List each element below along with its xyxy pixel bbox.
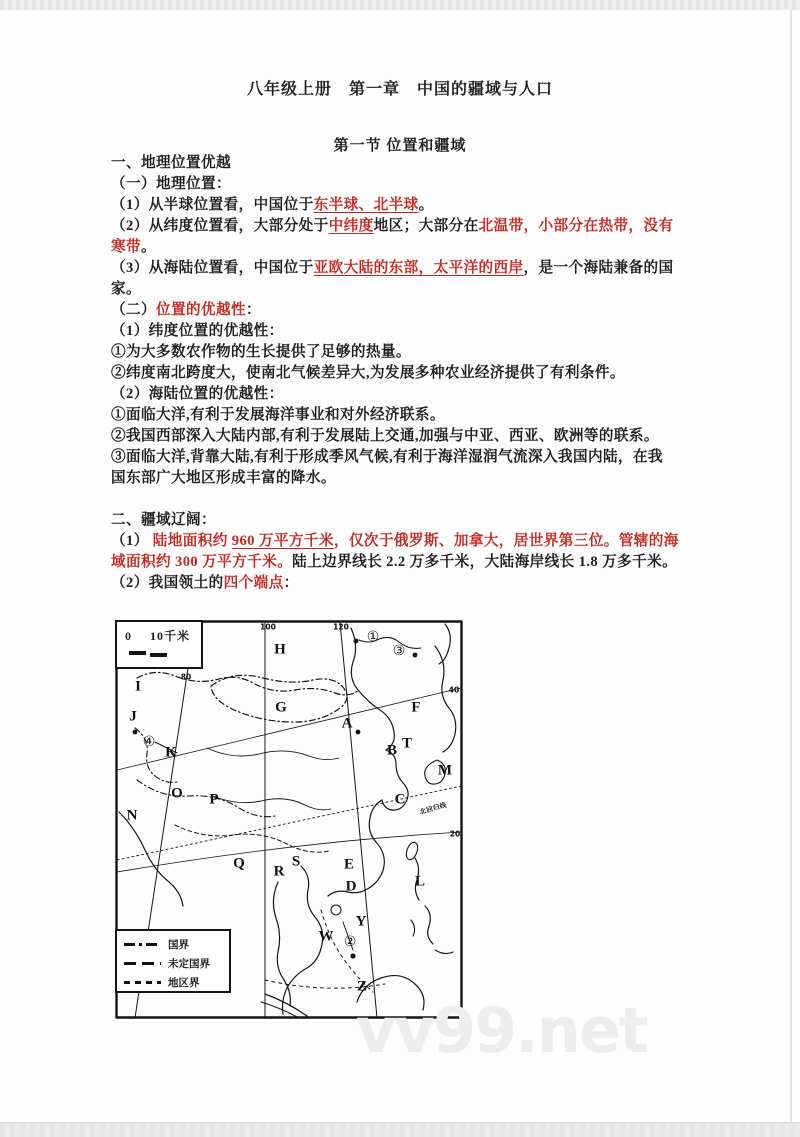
map-marker-Z: Z bbox=[356, 978, 368, 995]
text-line bbox=[111, 531, 696, 552]
document-lines bbox=[111, 153, 696, 594]
legend-label: 未定国界 bbox=[168, 959, 210, 970]
scale-unit: 10千米 bbox=[150, 629, 191, 643]
text-segment: 家。 bbox=[111, 281, 141, 297]
text-line bbox=[111, 489, 696, 510]
text-line bbox=[111, 216, 696, 237]
text-segment: ： bbox=[283, 575, 299, 591]
text-line bbox=[111, 573, 696, 594]
text-line bbox=[111, 552, 696, 573]
map-marker-J: J bbox=[129, 708, 137, 725]
text-segment: ： bbox=[245, 302, 261, 318]
map-legend bbox=[115, 929, 231, 993]
map-marker-④: ④ bbox=[142, 734, 156, 750]
text-segment: 国东部广大地区形成丰富的降水。 bbox=[111, 470, 336, 486]
text-line bbox=[111, 363, 696, 384]
text-segment: 。 bbox=[141, 239, 156, 255]
map-marker-L: L bbox=[414, 873, 426, 890]
text-line bbox=[111, 384, 696, 405]
legend-line-sample bbox=[124, 962, 161, 965]
text-segment: ①面临大洋,有利于发展海洋事业和对外经济联系。 bbox=[111, 407, 445, 423]
text-line bbox=[111, 405, 696, 426]
text-segment: ②我国西部深入大陆内部,有利于发展陆上交通,加强与中亚、西亚、欧洲等的联系。 bbox=[111, 428, 659, 444]
legend-item bbox=[124, 935, 229, 954]
text-segment: ②纬度南北跨度大，使南北气候差异大,为发展多种农业经济提供了有利条件。 bbox=[111, 365, 625, 381]
text-segment: 一、地理位置优越 bbox=[111, 155, 231, 171]
text-segment: 四个端点 bbox=[223, 575, 284, 591]
map-marker-P: P bbox=[209, 791, 219, 808]
text-line bbox=[111, 426, 696, 447]
map-marker-E: E bbox=[343, 856, 355, 873]
map-marker-①: ① bbox=[366, 629, 380, 645]
text-segment: 位置的优越性 bbox=[155, 302, 246, 318]
legend-label: 地区界 bbox=[168, 978, 200, 989]
text-segment: 北温带，小部分在热带，没有 bbox=[478, 218, 674, 234]
map-marker-D: D bbox=[345, 878, 357, 895]
text-segment: 寒带 bbox=[111, 239, 141, 255]
text-segment: 亚欧大陆的东部，太平洋的西岸 bbox=[313, 260, 524, 276]
text-segment: 东半球、北半球 bbox=[313, 197, 419, 213]
map-marker-W: W bbox=[318, 928, 334, 945]
text-line bbox=[111, 174, 696, 195]
map-marker-K: K bbox=[165, 744, 177, 761]
legend-label: 国界 bbox=[168, 940, 189, 951]
map-marker-H: H bbox=[274, 641, 286, 658]
map-marker-②: ② bbox=[343, 934, 357, 950]
text-line bbox=[111, 468, 696, 489]
text-line bbox=[111, 258, 696, 279]
map-legend-items bbox=[124, 935, 229, 992]
map-marker-N: N bbox=[126, 807, 138, 824]
page-edge-line bbox=[790, 9, 792, 1122]
text-segment: 二、疆域辽阔： bbox=[111, 512, 216, 528]
map-marker-B: B bbox=[386, 742, 398, 759]
map-marker-T: T bbox=[401, 735, 413, 752]
text-segment: （一）地理位置： bbox=[111, 176, 231, 192]
map-marker-20: 20 bbox=[449, 829, 461, 839]
text-line bbox=[111, 321, 696, 342]
map-scale-label bbox=[125, 627, 190, 644]
text-segment: ，仅次于俄罗斯、加拿大，居世界第三位。管辖的海 bbox=[333, 533, 679, 549]
scan-edge-top bbox=[0, 0, 800, 10]
text-segment: （1）从半球位置看，中国位于 bbox=[111, 197, 314, 213]
text-line bbox=[111, 237, 696, 258]
text-segment: （二） bbox=[111, 302, 156, 318]
text-line bbox=[111, 342, 696, 363]
text-segment: （1） bbox=[111, 533, 153, 549]
scale-bar-segment bbox=[129, 651, 146, 655]
text-segment: 。 bbox=[418, 197, 434, 213]
map-marker-40: 40 bbox=[448, 685, 460, 695]
watermark: vv99.net bbox=[356, 994, 647, 1067]
text-segment: 陆上边界线长 2.2 万多千米，大陆海岸线长 1.8 万多千米。 bbox=[292, 554, 678, 570]
text-segment: （3）从海陆位置看，中国位于 bbox=[111, 260, 314, 276]
text-segment: 中纬度 bbox=[328, 218, 374, 234]
legend-line-sample bbox=[124, 981, 161, 984]
text-line bbox=[111, 300, 696, 321]
map-marker-M: M bbox=[437, 762, 453, 779]
scan-edge-bottom bbox=[0, 1122, 800, 1137]
legend-item bbox=[124, 973, 229, 992]
text-segment: 陆地面积约 bbox=[152, 533, 232, 549]
text-segment: （1）纬度位置的优越性： bbox=[111, 323, 284, 339]
legend-item bbox=[124, 954, 229, 973]
text-segment: 960 万平方千米 bbox=[231, 533, 334, 549]
map-marker-F: F bbox=[411, 699, 421, 716]
text-segment: ，是一个海陆兼备的国 bbox=[523, 260, 674, 276]
text-line bbox=[111, 195, 696, 216]
text-segment: ③面临大洋,背靠大陆,有利于形成季风气候,有利于海洋湿润气流深入我国内陆，在我 bbox=[111, 449, 663, 465]
map-scale-box bbox=[115, 620, 203, 669]
text-segment: 地区；大部分在 bbox=[373, 218, 479, 234]
map-marker-Q: Q bbox=[233, 855, 245, 872]
text-line bbox=[111, 279, 696, 300]
text-line bbox=[111, 510, 696, 531]
map-marker-O: O bbox=[171, 785, 183, 802]
scale-zero: 0 bbox=[125, 629, 132, 643]
text-segment: （2）海陆位置的优越性： bbox=[111, 386, 284, 402]
text-line bbox=[111, 447, 696, 468]
text-segment: （2）从纬度位置看，大部分处于 bbox=[111, 218, 329, 234]
map-marker-R: R bbox=[273, 863, 285, 880]
map-marker-120: 120 bbox=[333, 622, 349, 632]
map-marker-I: I bbox=[135, 678, 141, 695]
map-marker-G: G bbox=[275, 699, 287, 716]
scale-bar-segment bbox=[150, 653, 167, 657]
map-marker-③: ③ bbox=[392, 643, 406, 659]
china-territory-map bbox=[115, 620, 463, 1020]
legend-line-sample bbox=[124, 943, 161, 946]
map-marker-A: A bbox=[341, 715, 353, 732]
map-marker-80: 80 bbox=[180, 672, 192, 682]
section-title: 第一节 位置和疆域 bbox=[333, 138, 467, 154]
document-title: 八年级上册 第一章 中国的疆域与人口 bbox=[246, 81, 553, 98]
text-segment: ①为大多数农作物的生长提供了足够的热量。 bbox=[111, 344, 411, 360]
map-marker-100: 100 bbox=[260, 622, 276, 632]
map-marker-Y: Y bbox=[355, 913, 367, 930]
text-line bbox=[111, 153, 696, 174]
tropic-of-cancer-label: 北回归线 bbox=[418, 800, 448, 817]
map-marker-C: C bbox=[394, 791, 406, 808]
map-marker-S: S bbox=[291, 853, 301, 870]
text-segment: 域面积约 300 万平方千米。 bbox=[111, 554, 293, 570]
text-segment: （2）我国领土的 bbox=[111, 575, 224, 591]
